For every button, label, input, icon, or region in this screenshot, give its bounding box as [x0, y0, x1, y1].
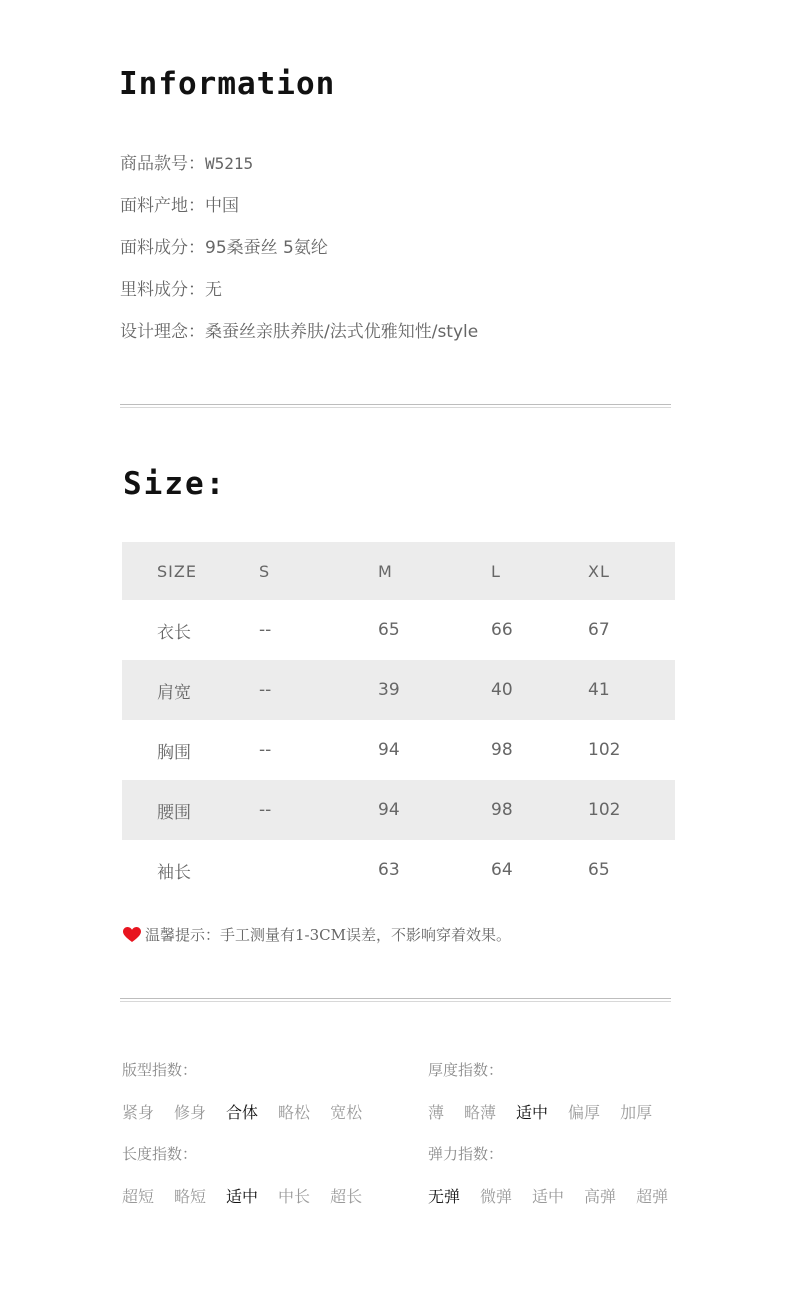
info-row-design: [120, 318, 478, 360]
table-cell: --: [259, 680, 272, 700]
table-cell: 袖长: [157, 862, 191, 883]
length-option: 超短: [122, 1187, 155, 1206]
heart-icon: [123, 927, 141, 943]
size-table: [122, 542, 675, 900]
thickness-option: 略薄: [464, 1103, 497, 1122]
fit-index-options: [122, 1100, 382, 1123]
length-index-options: [122, 1184, 382, 1207]
elasticity-option: 高弹: [584, 1187, 617, 1206]
info-label: 面料成分：: [120, 238, 205, 258]
divider: [120, 998, 671, 1002]
fit-option: 合体: [226, 1103, 259, 1122]
table-cell: --: [259, 800, 272, 820]
table-cell: 65: [378, 620, 400, 640]
fit-option: 紧身: [122, 1103, 155, 1122]
table-row: [122, 600, 675, 660]
elasticity-option: 适中: [532, 1187, 565, 1206]
thickness-option: 加厚: [620, 1103, 653, 1122]
table-cell: 衣长: [157, 622, 191, 643]
elasticity-index-label: 弹力指数：: [428, 1145, 504, 1163]
table-cell: 94: [378, 800, 400, 820]
table-cell: 66: [491, 620, 513, 640]
thickness-option: 偏厚: [568, 1103, 601, 1122]
size-title: Size:: [123, 466, 227, 502]
elasticity-option: 微弹: [480, 1187, 513, 1206]
table-cell: 63: [378, 860, 400, 880]
thickness-index-options: [428, 1100, 672, 1123]
thickness-option: 适中: [516, 1103, 549, 1122]
elasticity-index-options: [428, 1184, 688, 1207]
fit-option: 修身: [174, 1103, 207, 1122]
info-row-style-number: [120, 150, 478, 192]
table-cell: 102: [588, 800, 621, 820]
measurement-tip: [123, 924, 511, 945]
info-value: 桑蚕丝亲肤养肤/法式优雅知性/style: [205, 322, 479, 342]
divider: [120, 404, 671, 408]
info-value: 中国: [205, 196, 239, 216]
fit-option: 略松: [278, 1103, 311, 1122]
table-cell: 65: [588, 860, 610, 880]
info-value: W5215: [205, 154, 254, 173]
table-cell: 98: [491, 740, 513, 760]
info-label: 面料产地：: [120, 196, 205, 216]
table-cell: 腰围: [157, 802, 191, 823]
length-option: 中长: [278, 1187, 311, 1206]
elasticity-option: 超弹: [636, 1187, 669, 1206]
info-row-lining: [120, 276, 478, 318]
tip-text: 温馨提示：手工测量有1-3CM误差，不影响穿着效果。: [145, 926, 511, 944]
table-cell: 40: [491, 680, 513, 700]
table-cell: --: [259, 740, 272, 760]
table-cell: 67: [588, 620, 610, 640]
fit-index-label: 版型指数：: [122, 1061, 198, 1079]
table-header: [122, 542, 675, 600]
length-option: 超长: [330, 1187, 363, 1206]
info-label: 商品款号：: [120, 154, 205, 174]
header-cell: XL: [588, 561, 610, 581]
table-cell: 肩宽: [157, 682, 191, 703]
info-row-origin: [120, 192, 478, 234]
table-row: [122, 720, 675, 780]
table-cell: 41: [588, 680, 610, 700]
elasticity-option: 无弹: [428, 1187, 461, 1206]
length-index-label: 长度指数：: [122, 1145, 198, 1163]
thickness-index-label: 厚度指数：: [428, 1061, 504, 1079]
table-cell: 98: [491, 800, 513, 820]
header-cell: S: [259, 561, 271, 581]
table-row: [122, 780, 675, 840]
table-cell: 64: [491, 860, 513, 880]
table-cell: --: [259, 620, 272, 640]
table-row: [122, 840, 675, 900]
table-cell: 胸围: [157, 742, 191, 763]
header-cell: SIZE: [157, 561, 197, 581]
length-option: 适中: [226, 1187, 259, 1206]
info-row-fabric: [120, 234, 478, 276]
table-cell: 39: [378, 680, 400, 700]
header-cell: M: [378, 561, 393, 581]
info-title: Information: [119, 66, 336, 102]
table-cell: 94: [378, 740, 400, 760]
info-label: 里料成分：: [120, 280, 205, 300]
table-row: [122, 660, 675, 720]
info-value: 无: [205, 280, 222, 300]
info-value: 95桑蚕丝 5氨纶: [205, 238, 328, 258]
table-cell: 102: [588, 740, 621, 760]
header-cell: L: [491, 561, 501, 581]
length-option: 略短: [174, 1187, 207, 1206]
fit-option: 宽松: [330, 1103, 363, 1122]
info-list: [120, 150, 478, 360]
thickness-option: 薄: [428, 1103, 445, 1122]
info-label: 设计理念：: [120, 322, 205, 342]
